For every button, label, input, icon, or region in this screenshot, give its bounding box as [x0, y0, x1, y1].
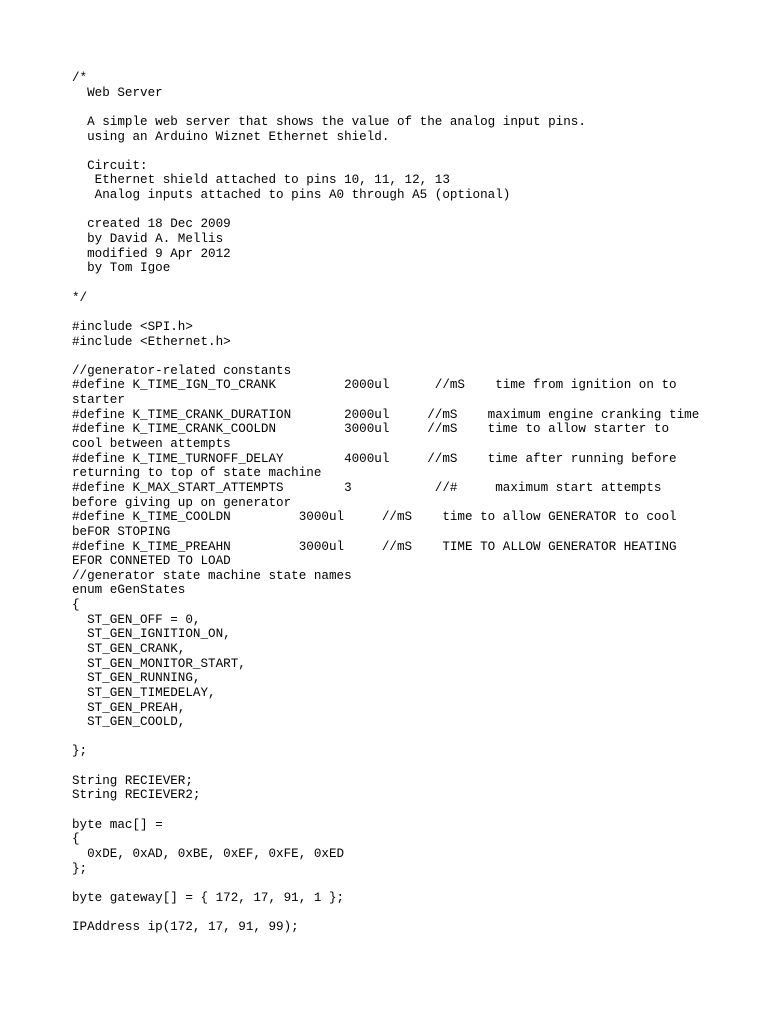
code-line: //generator state machine state names: [72, 568, 352, 583]
code-line: Analog inputs attached to pins A0 through A5 (optional): [72, 188, 511, 203]
code-line: [72, 276, 712, 291]
code-line: #define K_TIME_PREAHN 3000ul //mS TIME TO ALLOW GENERATOR HEATING: [72, 539, 677, 554]
code-line: created 18 Dec 2009: [72, 217, 231, 232]
code-line: returning to top of state machine: [72, 466, 322, 481]
code-line: before giving up on generator: [72, 495, 292, 510]
code-line: String RECIEVER;: [72, 773, 193, 788]
code-line: [72, 100, 712, 115]
code-line: ST_GEN_PREAH,: [72, 700, 186, 715]
code-line: ST_GEN_COOLD,: [72, 715, 186, 730]
code-listing: [72, 71, 712, 935]
code-line: {: [72, 832, 80, 847]
code-line: };: [72, 744, 88, 759]
code-line: [72, 759, 712, 774]
code-line: A simple web server that shows the value of the analog input pins.: [72, 114, 586, 129]
code-line: };: [72, 861, 88, 876]
code-line: Web Server: [72, 85, 163, 100]
code-line: [72, 349, 712, 364]
code-line: #define K_TIME_TURNOFF_DELAY 4000ul //mS time after running before: [72, 451, 677, 466]
code-line: [72, 730, 712, 745]
code-line: [72, 144, 712, 159]
code-line: #include <SPI.h>: [72, 319, 193, 334]
code-line: */: [72, 290, 88, 305]
code-line: /*: [72, 71, 88, 85]
code-line: by Tom Igoe: [72, 261, 171, 276]
code-line: Ethernet shield attached to pins 10, 11, 12, 13: [72, 173, 450, 188]
code-line: [72, 203, 712, 218]
code-line: Circuit:: [72, 158, 148, 173]
code-line: starter: [72, 393, 125, 408]
code-line: 0xDE, 0xAD, 0xBE, 0xEF, 0xFE, 0xED: [72, 846, 345, 861]
code-line: [72, 305, 712, 320]
code-line: ST_GEN_OFF = 0,: [72, 612, 201, 627]
code-line: ST_GEN_MONITOR_START,: [72, 656, 246, 671]
code-line: String RECIEVER2;: [72, 788, 201, 803]
code-line: ST_GEN_TIMEDELAY,: [72, 685, 216, 700]
code-line: byte gateway[] = { 172, 17, 91, 1 };: [72, 890, 345, 905]
code-line: #include <Ethernet.h>: [72, 334, 231, 349]
code-line: using an Arduino Wiznet Ethernet shield.: [72, 129, 390, 144]
code-line: //generator-related constants: [72, 363, 292, 378]
code-line: IPAddress ip(172, 17, 91, 99);: [72, 920, 299, 935]
code-line: #define K_TIME_COOLDN 3000ul //mS time to allow GENERATOR to cool: [72, 510, 677, 525]
code-line: enum eGenStates: [72, 583, 186, 598]
code-line: modified 9 Apr 2012: [72, 246, 231, 261]
code-line: cool between attempts: [72, 437, 231, 452]
code-line: #define K_TIME_CRANK_DURATION 2000ul //mS maximum engine cranking time: [72, 407, 700, 422]
code-line: [72, 803, 712, 818]
code-line: ST_GEN_CRANK,: [72, 641, 186, 656]
code-line: by David A. Mellis: [72, 232, 224, 247]
code-line: byte mac[] =: [72, 817, 163, 832]
code-line: #define K_TIME_IGN_TO_CRANK 2000ul //mS time from ignition on to: [72, 378, 677, 393]
code-line: ST_GEN_RUNNING,: [72, 671, 201, 686]
code-line: #define K_TIME_CRANK_COOLDN 3000ul //mS time to allow starter to: [72, 422, 670, 437]
code-line: {: [72, 598, 80, 613]
code-line: EFOR CONNETED TO LOAD: [72, 554, 231, 569]
code-line: [72, 876, 712, 891]
code-line: #define K_MAX_START_ATTEMPTS 3 //# maximum start attempts: [72, 480, 662, 495]
code-line: ST_GEN_IGNITION_ON,: [72, 627, 231, 642]
code-line: [72, 906, 712, 921]
code-line: beFOR STOPING: [72, 524, 171, 539]
